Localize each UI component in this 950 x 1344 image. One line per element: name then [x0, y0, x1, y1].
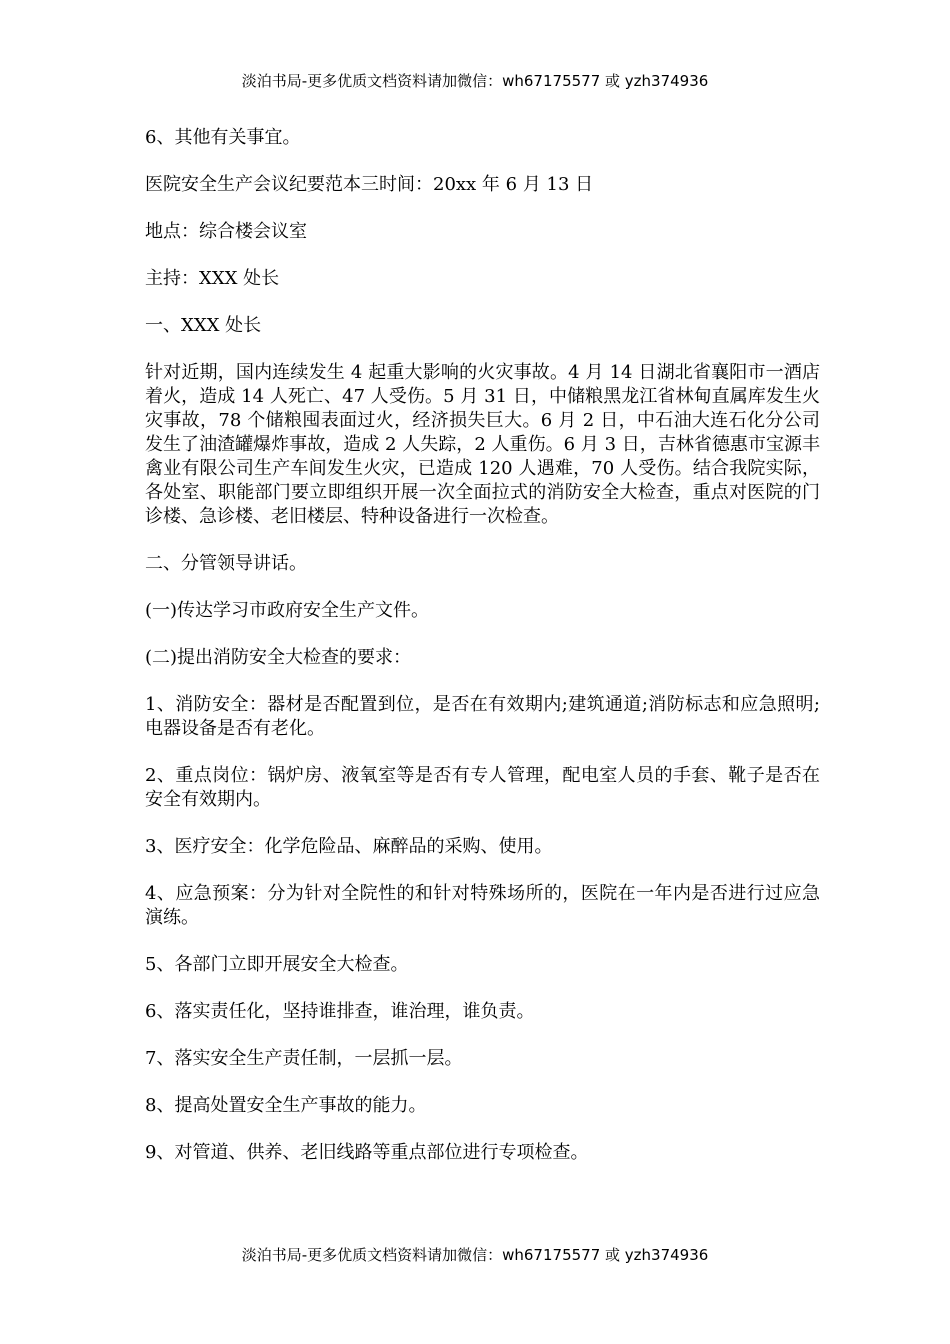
page-footer: 淡泊书局-更多优质文档资料请加微信：wh67175577 或 yzh374936: [241, 1246, 709, 1264]
paragraph: 7、落实安全生产责任制，一层抓一层。: [145, 1048, 463, 1069]
paragraph: 8、提高处置安全生产事故的能力。: [145, 1095, 427, 1116]
paragraph: 主持：XXX 处长: [145, 268, 280, 289]
paragraph: 1、消防安全：器材是否配置到位，是否在有效期内;建筑通道;消防标志和应急照明;电器设备是否有老化。: [145, 694, 820, 739]
paragraph: 6、落实责任化，坚持谁排查，谁治理，谁负责。: [145, 1001, 535, 1022]
paragraph: 5、各部门立即开展安全大检查。: [145, 954, 409, 975]
document-body: [145, 126, 820, 1188]
paragraph: 3、医疗安全：化学危险品、麻醉品的采购、使用。: [145, 836, 553, 857]
paragraph: (二)提出消防安全大检查的要求：: [145, 647, 412, 668]
paragraph: 4、应急预案：分为针对全院性的和针对特殊场所的，医院在一年内是否进行过应急演练。: [145, 883, 820, 928]
paragraph: 二、分管领导讲话。: [145, 553, 307, 574]
paragraph: 地点：综合楼会议室: [145, 221, 307, 242]
paragraph: (一)传达学习市政府安全生产文件。: [145, 600, 430, 621]
page-header: 淡泊书局-更多优质文档资料请加微信：wh67175577 或 yzh374936: [241, 72, 709, 90]
paragraph: 一、XXX 处长: [145, 315, 262, 336]
paragraph: 2、重点岗位：锅炉房、液氧室等是否有专人管理，配电室人员的手套、靴子是否在安全有效期内。: [145, 765, 820, 810]
paragraph: 针对近期，国内连续发生 4 起重大影响的火灾事故。4 月 14 日湖北省襄阳市一酒店着火，造成 14 人死亡、47 人受伤。5 月 31 日，中储粮黑龙江省林甸直属库发生火灾事故，78 个储粮囤表面过火，经济损失巨大。6 月 2 日，中石油大连石化分公司发生了油渣罐爆炸事故，造成 2 人失踪，2 人重伤。6 月 3 日，吉林省德惠市宝源丰禽业有限公司生产车间发生火灾，已造成 120 人遇难，70 人受伤。结合我院实际，各处室、职能部门要立即组织开展一次全面拉式的消防安全大检查，重点对医院的门诊楼、急诊楼、老旧楼层、特种设备进行一次检查。: [145, 362, 820, 527]
paragraph: 医院安全生产会议纪要范本三时间：20xx 年 6 月 13 日: [145, 174, 594, 195]
paragraph: 9、对管道、供养、老旧线路等重点部位进行专项检查。: [145, 1142, 589, 1163]
paragraph: 6、其他有关事宜。: [145, 127, 301, 148]
